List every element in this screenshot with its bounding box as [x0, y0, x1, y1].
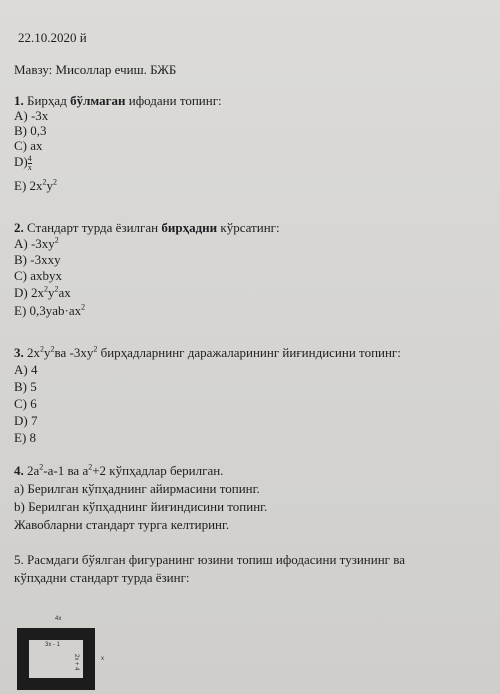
figure-inner-rect — [29, 640, 83, 678]
q3-number: 3. — [14, 345, 24, 360]
q2-option-c: C) axbyx — [14, 268, 63, 283]
question-4 — [14, 463, 223, 478]
q2-option-d-sup2: 2 — [54, 284, 59, 294]
q1-option-d-prefix: D) — [14, 154, 28, 169]
q2-text-post: кўрсатинг: — [220, 220, 280, 235]
q4-item-b: b) Берилган кўпҳаднинг йиғиндисини топинг. — [14, 499, 268, 514]
question-2 — [14, 220, 280, 235]
q3-option-b: B) 5 — [14, 379, 37, 394]
q1-option-b: B) 0,3 — [14, 123, 47, 138]
q2-option-a — [14, 236, 59, 251]
q2-number: 2. — [14, 220, 24, 235]
q3-text: бирҳадларнинг даражаларининг йиғиндисини топинг: — [100, 345, 401, 360]
question-5-line-1: 5. Расмдаги бўялган фигуранинг юзини топиш ифодасини тузининг ва — [14, 552, 405, 567]
q1-option-e — [14, 178, 57, 193]
figure-outer-rect — [17, 628, 95, 690]
q1-option-d-fraction — [28, 155, 32, 172]
q3-option-e: E) 8 — [14, 430, 37, 445]
q2-option-e — [14, 303, 85, 318]
q2-text-bold: бирҳадни — [161, 220, 218, 235]
q2-option-b: B) -3xxy — [14, 252, 61, 267]
q2-option-d-part1: D) 2x — [14, 285, 44, 300]
q1-option-e-part1: E) 2x — [14, 178, 43, 193]
q1-number: 1. — [14, 93, 24, 108]
question-3 — [14, 345, 401, 360]
q1-option-a: A) -3x — [14, 108, 49, 123]
question-1 — [14, 93, 222, 108]
question-5-line-2: кўпҳадни стандарт турда ёзинг: — [14, 570, 190, 585]
q2-option-d-part2: y — [47, 285, 55, 300]
q1-fraction-numerator: 4 — [27, 153, 32, 163]
q1-option-e-sup2: 2 — [53, 177, 58, 187]
figure-inner-label: 3x - 1 — [45, 642, 61, 648]
q4-item-a: a) Берилган кўпҳаднинг айирмасини топинг. — [14, 481, 260, 496]
q4-number: 4. — [14, 463, 24, 478]
q2-option-e-sup: 2 — [81, 302, 86, 312]
q1-option-c: C) ax — [14, 138, 43, 153]
figure-right-label: x — [101, 656, 104, 662]
q4-sup-2: 2 — [88, 462, 93, 472]
q2-option-d-part3: ax — [58, 285, 71, 300]
q1-option-d — [14, 154, 32, 172]
q3-sup-3: 2 — [93, 344, 98, 354]
q2-text-pre: Стандарт турда ёзилган — [27, 220, 159, 235]
q1-text-pre: Бирҳад — [27, 93, 67, 108]
q4-term-1: 2a — [27, 463, 40, 478]
q4-sup-1: 2 — [39, 462, 44, 472]
q3-option-d: D) 7 — [14, 413, 38, 428]
topic-line: Мавзу: Мисоллар ечиш. БЖБ — [14, 62, 177, 77]
q1-option-e-part2: y — [46, 178, 54, 193]
q2-option-d-sup1: 2 — [43, 284, 48, 294]
q4-item-c: Жавобларни стандарт турга келтиринг. — [14, 517, 230, 532]
shaded-frame-figure — [17, 616, 104, 688]
q3-option-a: A) 4 — [14, 362, 38, 377]
q1-fraction-denominator: x — [27, 162, 32, 172]
q3-option-c: C) 6 — [14, 396, 37, 411]
q1-text-post: ифодани топинг: — [128, 93, 222, 108]
figure-top-label: 4x — [55, 616, 62, 622]
q2-option-d — [14, 285, 71, 300]
date-line: 22.10.2020 й — [18, 30, 87, 45]
q3-term-1: 2x — [27, 345, 40, 360]
figure-side-label: 2x + 4 — [73, 654, 79, 671]
q2-option-a-text: A) -3xy — [14, 236, 55, 251]
q3-term-3: ва -3xy — [54, 345, 94, 360]
q1-option-e-sup1: 2 — [42, 177, 47, 187]
q3-sup-1: 2 — [40, 344, 44, 354]
q4-term-2: -a-1 ва a — [43, 463, 89, 478]
q3-term-2: y — [44, 345, 51, 360]
q2-option-a-sup: 2 — [54, 235, 59, 245]
q3-sup-2: 2 — [50, 344, 55, 354]
q2-option-e-text: E) 0,3yab·ax — [14, 303, 82, 318]
q4-term-3: +2 кўпҳадлар берилган. — [92, 463, 224, 478]
q1-text-bold: бўлмаган — [70, 93, 126, 108]
